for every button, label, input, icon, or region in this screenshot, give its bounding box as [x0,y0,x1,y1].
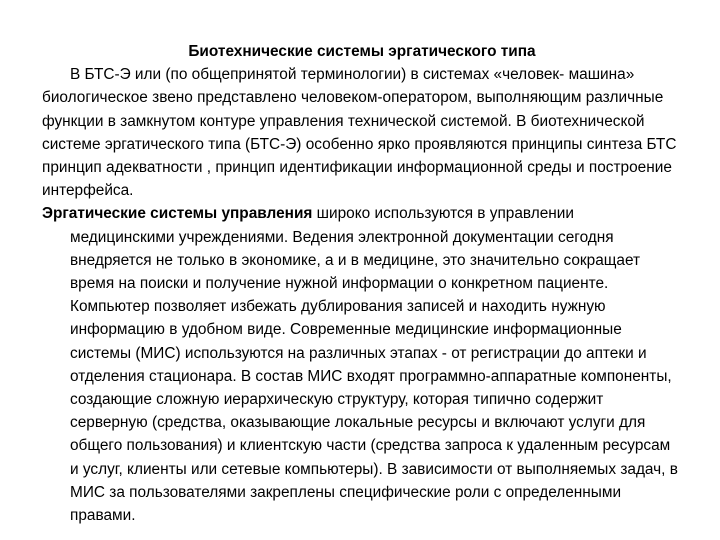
slide-content [42,40,682,527]
slide-title: Биотехнические системы эргатического типа [188,43,536,60]
paragraph-ergatic-control [42,202,682,527]
paragraph-body-text: широко используются в управлении медицинскими учреждениями. Ведения электронной документации сегодня внедряется не только в экономике, а и в медицине, это значительно сокращает время на поиски и получение нужной информации о конкретном пациенте. Компьютер позволяет избежать дублирования записей и находить нужную информацию в удобном виде. Современные медицинские информационные системы (МИС) используются на различных этапах - от регистрации до аптеки и отделения стационара. В состав МИС входят программно-аппаратные компоненты, создающие сложную иерархическую структуру, которая типично содержит серверную (средства, оказывающие локальные ресурсы и включают услуги для общего пользования) и клиентскую части (средства запроса к удаленным ресурсам и услуг, клиенты или сетевые компьютеры). В зависимости от выполняемых задач, в МИС за пользователями закреплены специфические роли с определенными правами. [70,205,678,525]
paragraph-lead-term: Эргатические системы управления [42,205,313,223]
paragraph-bts-e: В БТС-Э или (по общепринятой терминологии) в системах «человек- машина» биологическое звено представлено человеком-оператором, выполняющим различные функции в замкнутом контуре управления технической системой. В биотехнической системе эргатического типа (БТС-Э) особенно ярко проявляются принципы синтеза БТС принцип адекватности , принцип идентификации информационной среды и построение интерфейса. [42,66,677,200]
